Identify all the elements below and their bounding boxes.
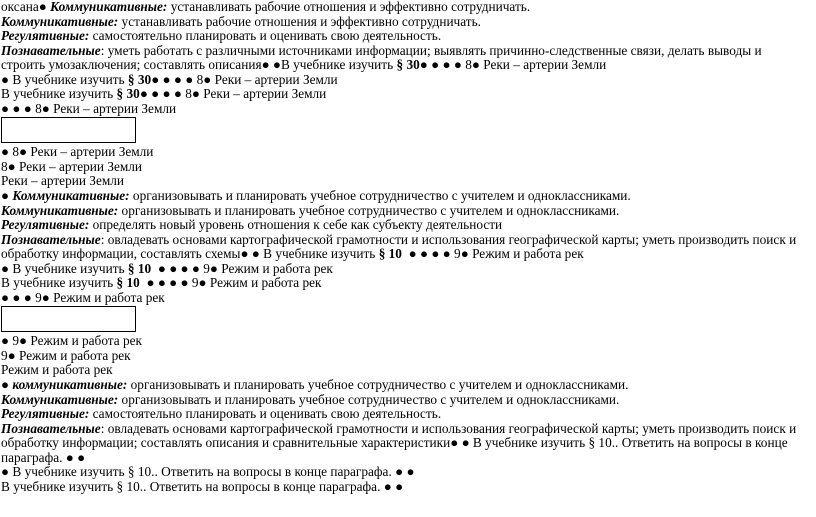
lesson-topic: Реки – артерии Земли — [15, 158, 143, 174]
label-communicative: Коммуникативные: — [1, 202, 119, 218]
line-text: организовывать и планировать учебное сотрудничество с учителем и одноклассниками. — [127, 377, 629, 393]
empty-text-box — [1, 117, 136, 143]
bullet: ● — [1, 260, 10, 276]
bullet: ● — [198, 275, 207, 291]
line-topic — [1, 363, 813, 378]
section-ref: § 30 — [127, 71, 152, 87]
lesson-number: 8 — [181, 86, 192, 102]
bullets: ● ● ● ● — [139, 275, 189, 291]
bullet: ● — [1, 464, 10, 480]
line-topic — [1, 160, 813, 175]
line-text: обработку информации, составлять схемы — [1, 246, 241, 262]
lesson-number: 9 — [31, 289, 42, 305]
line-text: организовывать и планировать учебное сотрудничество с учителем и одноклассниками. — [118, 391, 620, 407]
line-homework — [1, 262, 813, 277]
lesson-topic: Реки – артерии Земли — [199, 86, 327, 102]
label-regulative: Регулятивные: — [1, 217, 90, 233]
line-topic — [1, 349, 813, 364]
line-text: определять новый уровень отношения к себе как субъекту деятельности — [89, 217, 503, 233]
line-text: : овладевать основами картографической грамотности и использования географической карты; уметь производить поиск и — [100, 420, 797, 436]
line-homework — [1, 73, 813, 88]
line-text: : уметь работать с различными источниками информации; выявлять причинно-следственные связи, делать выводы и — [100, 42, 762, 58]
line-paragraph — [1, 451, 813, 466]
label-communicative: коммуникативные: — [9, 377, 128, 393]
lesson-topic: Режим и работа рек — [206, 275, 322, 291]
bullets: ● ● ● ● — [419, 57, 462, 73]
lesson-number: 9 — [1, 347, 8, 363]
lesson-topic: Режим и работа рек — [27, 333, 143, 349]
bullet: ● — [7, 347, 16, 363]
bullet: ● — [38, 0, 47, 14]
line-text: организовывать и планировать учебное сотрудничество с учителем и одноклассниками. — [129, 188, 631, 204]
line-text: параграфа. — [1, 449, 66, 465]
line-homework — [1, 480, 813, 495]
line-text: устанавливать рабочие отношения и эффективно сотрудничать. — [167, 0, 531, 14]
bullet: ● — [1, 144, 10, 160]
lesson-number: 9 — [9, 333, 20, 349]
label-communicative: Коммуникативные: — [1, 13, 119, 29]
line-topic — [1, 145, 813, 160]
lesson-topic: Реки – артерии Земли — [211, 71, 338, 87]
bullet: ● — [1, 71, 10, 87]
label-communicative: Коммуникативные: — [9, 188, 130, 204]
line-regulative — [1, 407, 813, 422]
label-communicative: Коммуникативные: — [1, 391, 119, 407]
bullet: ● — [41, 289, 50, 305]
line-text: В учебнике изучить — [9, 71, 128, 87]
line-communicative-1 — [1, 0, 813, 15]
section-ref: § 10 — [116, 275, 140, 291]
section-ref: § 30 — [116, 86, 140, 102]
label-regulative: Регулятивные: — [1, 406, 90, 422]
bullet: ● — [1, 333, 10, 349]
lesson-topic: Режим и работа рек — [49, 289, 165, 305]
lesson-topic: Реки – артерии Земли — [27, 144, 154, 160]
line-regulative — [1, 29, 813, 44]
bullet: ● — [19, 333, 28, 349]
line-topic — [1, 174, 813, 189]
line-text: самостоятельно планировать и оценивать свою деятельность. — [89, 28, 442, 44]
line-text: В учебнике изучить — [1, 275, 117, 291]
bullets: ● ● — [450, 435, 470, 451]
line-topic — [1, 334, 813, 349]
empty-box-container — [1, 117, 813, 145]
line-communicative-2 — [1, 204, 813, 219]
lesson-number: 8 — [9, 144, 20, 160]
bullet: ● — [19, 144, 28, 160]
line-cognitive-cont — [1, 58, 813, 73]
line-regulative — [1, 218, 813, 233]
lesson-topic: Режим и работа рек — [15, 347, 131, 363]
line-cognitive-cont — [1, 247, 813, 262]
bullets: ● ● — [240, 246, 260, 262]
lesson-topic: Реки – артерии Земли — [49, 100, 177, 116]
line-text: устанавливать рабочие отношения и эффективно сотрудничать. — [118, 13, 482, 29]
line-text: : овладевать основами картографической грамотности и использования географической карты; уметь производить поиск и — [100, 231, 797, 247]
bullet: ● — [41, 100, 50, 116]
line-text: строить умозаключения; составлять описания — [1, 57, 262, 73]
lesson-number: 8 — [1, 158, 8, 174]
line-communicative-1 — [1, 378, 813, 393]
line-text: организовывать и планировать учебное сотрудничество с учителем и одноклассниками. — [118, 202, 620, 218]
bullet: ● — [471, 57, 480, 73]
empty-box-container — [1, 306, 813, 334]
line-topic — [1, 102, 813, 117]
line-communicative-2 — [1, 15, 813, 30]
line-communicative-2 — [1, 393, 813, 408]
line-text: В учебнике изучить § 10.. Ответить на вопросы в конце параграфа. — [9, 464, 396, 480]
lesson-topic: Режим и работа рек — [468, 246, 584, 262]
bullets: ● ● ● ● — [151, 71, 194, 87]
lesson-number: 9 — [199, 260, 210, 276]
line-cognitive — [1, 233, 813, 248]
line-homework — [1, 87, 813, 102]
lesson-topic: Режим и работа рек — [1, 362, 113, 378]
bullets: ● ● ● ● — [401, 246, 451, 262]
section-ref: § 30 — [396, 57, 420, 73]
line-homework — [1, 276, 813, 291]
line-text: самостоятельно планировать и оценивать свою деятельность. — [89, 406, 442, 422]
line-topic — [1, 291, 813, 306]
line-cognitive-cont — [1, 436, 813, 451]
line-cognitive — [1, 44, 813, 59]
line-text: В учебнике изучить — [259, 246, 379, 262]
document-page — [1, 0, 813, 494]
label-communicative: Коммуникативные: — [50, 0, 168, 14]
line-text: В учебнике изучить — [280, 57, 397, 73]
line-cognitive — [1, 422, 813, 437]
label-cognitive: Познавательные — [1, 231, 101, 247]
section-ref: § 10 — [378, 246, 402, 262]
lesson-number: 8 — [461, 57, 472, 73]
bullets: ● ● — [261, 57, 281, 73]
bullet: ● — [1, 188, 10, 204]
bullet: ● — [460, 246, 469, 262]
bullet: ● — [7, 158, 16, 174]
label-cognitive: Познавательные — [1, 42, 101, 58]
label-regulative: Регулятивные: — [1, 28, 90, 44]
line-text: В учебнике изучить — [9, 260, 128, 276]
lesson-number: 9 — [450, 246, 461, 262]
bullet: ● — [209, 260, 218, 276]
bullet: ● — [1, 377, 10, 393]
bullets: ● ● — [383, 478, 404, 494]
lesson-number: 8 — [193, 71, 204, 87]
lesson-topic: Реки – артерии Земли — [1, 173, 125, 189]
line-text: обработку информации; составлять описания и сравнительные характеристики — [1, 435, 451, 451]
bullets: ● ● ● — [1, 289, 32, 305]
bullets: ● ● — [395, 464, 415, 480]
line-homework — [1, 465, 813, 480]
line-communicative-1 — [1, 189, 813, 204]
author-text: оксана — [1, 0, 39, 14]
line-text: В учебнике изучить § 10.. Ответить на вопросы в конце — [469, 435, 788, 451]
bullet: ● — [203, 71, 212, 87]
bullets: ● ● — [65, 449, 86, 465]
lesson-topic: Режим и работа рек — [217, 260, 333, 276]
lesson-topic: Реки – артерии Земли — [479, 57, 607, 73]
line-text: В учебнике изучить § 10.. Ответить на вопросы в конце параграфа. — [1, 478, 384, 494]
lesson-number: 9 — [188, 275, 199, 291]
label-cognitive: Познавательные — [1, 420, 101, 436]
bullets: ● ● ● ● — [151, 260, 200, 276]
section-ref: § 10 — [127, 260, 152, 276]
bullets: ● ● ● — [1, 100, 32, 116]
bullet: ● — [191, 86, 200, 102]
empty-text-box — [1, 306, 136, 332]
lesson-number: 8 — [31, 100, 42, 116]
line-text: В учебнике изучить — [1, 86, 117, 102]
bullets: ● ● ● ● — [139, 86, 182, 102]
